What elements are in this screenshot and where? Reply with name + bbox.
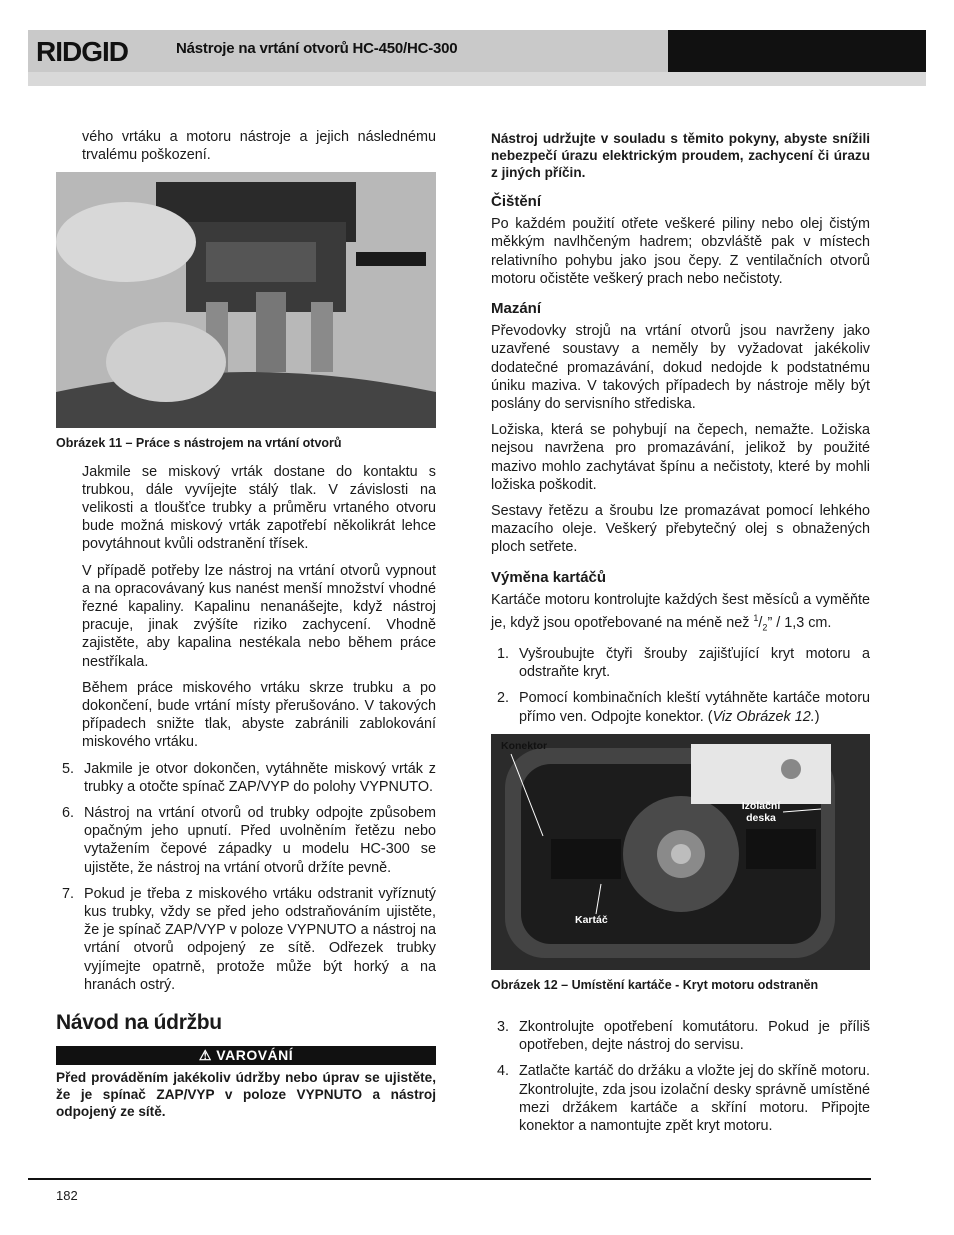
- step-number: 1.: [497, 645, 510, 662]
- steps-list: [56, 760, 436, 994]
- right-column: [491, 130, 870, 1143]
- list-item: [56, 804, 436, 877]
- list-item: [56, 885, 436, 994]
- step-text: Zatlačte kartáč do držáku a vložte jej do skříně motoru. Zkontrolujte, zda jsou izolační desky správně umístěné mezi držákem kartáče a skříní motoru. Připojte konektor a namontujte zpět kryt motoru.: [519, 1063, 870, 1134]
- list-item: [491, 1062, 870, 1135]
- step-number: 3.: [497, 1018, 510, 1035]
- steps-list: [491, 645, 870, 726]
- footer-divider: [28, 1178, 871, 1180]
- figure-11-caption: Obrázek 11 – Práce s nástrojem na vrtání otvorů: [56, 436, 342, 451]
- brush-text: Kartáče motoru kontrolujte každých šest měsíců a vyměňte je, když jsou opotřebované na méně než: [491, 591, 870, 631]
- step-text-end: ): [814, 708, 820, 725]
- list-item: [56, 760, 436, 796]
- step-number: 6.: [62, 805, 75, 822]
- step-number: 7.: [62, 885, 75, 902]
- intro-text: vého vrtáku a motoru nástroje a jejich následnému trvalému poškození.: [82, 129, 436, 164]
- step-text: Pokud je třeba z miskového vrtáku odstranit vyříznutý kus trubky, vždy se před jeho odstraňováním ujistěte, že je spínač ZAP/VYP v poloze VYPNUTO a nástroj na vrtání otvorů odpojený ze sítě. Odřezek trubky vyjímejte opatrně, protože může být horký a na hranách ostrý.: [84, 885, 436, 993]
- label-izolacni-deska: Izolační deska: [741, 799, 781, 824]
- warning-triangle-icon: ⚠: [198, 1047, 212, 1064]
- steps-list: [491, 1018, 870, 1135]
- paragraph: Převodovky strojů na vrtání otvorů jsou navrženy jako uzavřené soustavy a neměly by vyžadovat jakékoliv dodatečné promazávání, dokud nedojde k podstatnému úniku maziva. V takových případech by nástroje měly být poslány do servisního střediska.: [491, 323, 870, 413]
- ridgid-logo: RIDGID: [36, 36, 128, 67]
- motor-photo-illustration: [491, 734, 870, 970]
- paragraph: Kartáče motoru kontrolujte každých šest měsíců a vyměňte je, když jsou opotřebované na méně než $^1/_2$” / 1,3 cm.: [491, 591, 870, 633]
- paragraph: Ložiska, která se pohybují na čepech, nemažte. Ložiska nejsou navržena pro promazávání, jelikož by použité mazivo mohlo zachytávat špínu a nečistoty, které by mohli ložiska poškodit.: [491, 422, 870, 493]
- list-item: [491, 1018, 870, 1054]
- paragraph: Po každém použití otřete veškeré piliny nebo olej čistým měkkým navlhčeným hadrem; obzvláště pak v místech relativního pohybu jako jsou čepy. Z ventilačních otvorů motoru očistěte veškerý prach nebo nečistoty.: [491, 216, 870, 287]
- step-text: Vyšroubujte čtyři šrouby zajišťující kryt motoru a odstraňte kryt.: [519, 645, 870, 681]
- header-title: Nástroje na vrtání otvorů HC-450/HC-300: [176, 40, 458, 57]
- brush-text-end: ” / 1,3 cm.: [767, 614, 832, 631]
- page-number: 182: [56, 1188, 78, 1203]
- section-heading-lubrication: Mazání: [491, 300, 542, 318]
- paragraph: Jakmile se miskový vrták dostane do kontaktu s trubkou, dále vyvíjejte stálý tlak. V závislosti na velikosti a tloušťce trubky a průměru vrtaného otvoru bude možná miskový vrták zapotřebí několikrát lehce povytáhnout kvůli odstranění třísek.: [82, 463, 436, 553]
- fraction-denominator: 2: [762, 622, 768, 633]
- step-text: Pomocí kombinačních kleští vytáhněte kartáče motoru přímo ven. Odpojte konektor. (: [519, 690, 870, 725]
- list-item: [491, 689, 870, 725]
- section-title: Návod na údržbu: [56, 1011, 222, 1035]
- paragraph: Během práce miskového vrtáku skrze trubku a po dokončení, bude vrtání místy přerušováno. V takových případech snižte tlak, abyste zabránili zablokování miskového vrtáku.: [82, 679, 436, 751]
- step-number: 4.: [497, 1063, 510, 1080]
- label-kartac: Kartáč: [575, 913, 608, 926]
- label-konektor: Konektor: [501, 739, 548, 752]
- step-number: 2.: [497, 690, 510, 707]
- figure-reference: Viz Obrázek 12.: [712, 708, 815, 725]
- paragraph: Sestavy řetězu a šroubu lze promazávat pomocí lehkého mazacího oleje. Veškerý přebytečný olej s obnažených ploch setřete.: [491, 503, 870, 556]
- intro-bold: Nástroj udržujte v souladu s těmito pokyny, abyste snížili nebezpečí úrazu elektrickým proudem, zachycení či úrazu z jiných příčin.: [491, 131, 870, 180]
- warning-text: Před prováděním jakékoliv údržby nebo úprav se ujistěte, že je spínač ZAP/VYP v poloze VYPNUTO a nástroj odpojený ze sítě.: [56, 1070, 436, 1120]
- list-item: [491, 645, 870, 681]
- left-column: [56, 128, 436, 1128]
- header-stripe: [28, 72, 926, 86]
- paragraph: V případě potřeby lze nástroj na vrtání otvorů vypnout a na opracovávaný kus nanést menší množství vhodné řezné kapaliny. Kapalinu nenanášejte, když nástroj pracuje, jinak zvýšíte riziko zachycení. Vhodně zajistěte, aby kapalina nestékala nebo během práce nestříkala.: [82, 562, 436, 670]
- step-number: 5.: [62, 760, 75, 777]
- section-heading-cleaning: Čištění: [491, 193, 542, 210]
- figure-11-photo: [56, 172, 436, 428]
- fraction-numerator: 1: [753, 613, 759, 624]
- step-text: Nástroj na vrtání otvorů od trubky odpojte způsobem opačným jeho upnutí. Před uvolněním řetězu nebo vytažením čepové západky u modelu HC-300 se ujistěte, že nástroj na vrtání otvorů držíte pevně.: [84, 805, 436, 876]
- figure-12-caption: Obrázek 12 – Umístění kartáče - Kryt motoru odstraněn: [491, 977, 819, 992]
- header-bar-dark: [668, 30, 926, 72]
- drill-photo-illustration: [56, 172, 436, 428]
- section-heading-brushes: Výměna kartáčů: [491, 568, 607, 586]
- step-text: Jakmile je otvor dokončen, vytáhněte miskový vrták z trubky a otočte spínač ZAP/VYP do polohy VYPNUTO.: [84, 760, 436, 795]
- warning-label: VAROVÁNÍ: [216, 1047, 294, 1064]
- figure-12-photo: [491, 734, 870, 970]
- step-text: Zkontrolujte opotřebení komutátoru. Pokud je příliš opotřeben, dejte nástroj do servisu.: [519, 1018, 870, 1054]
- warning-banner: [56, 1046, 436, 1065]
